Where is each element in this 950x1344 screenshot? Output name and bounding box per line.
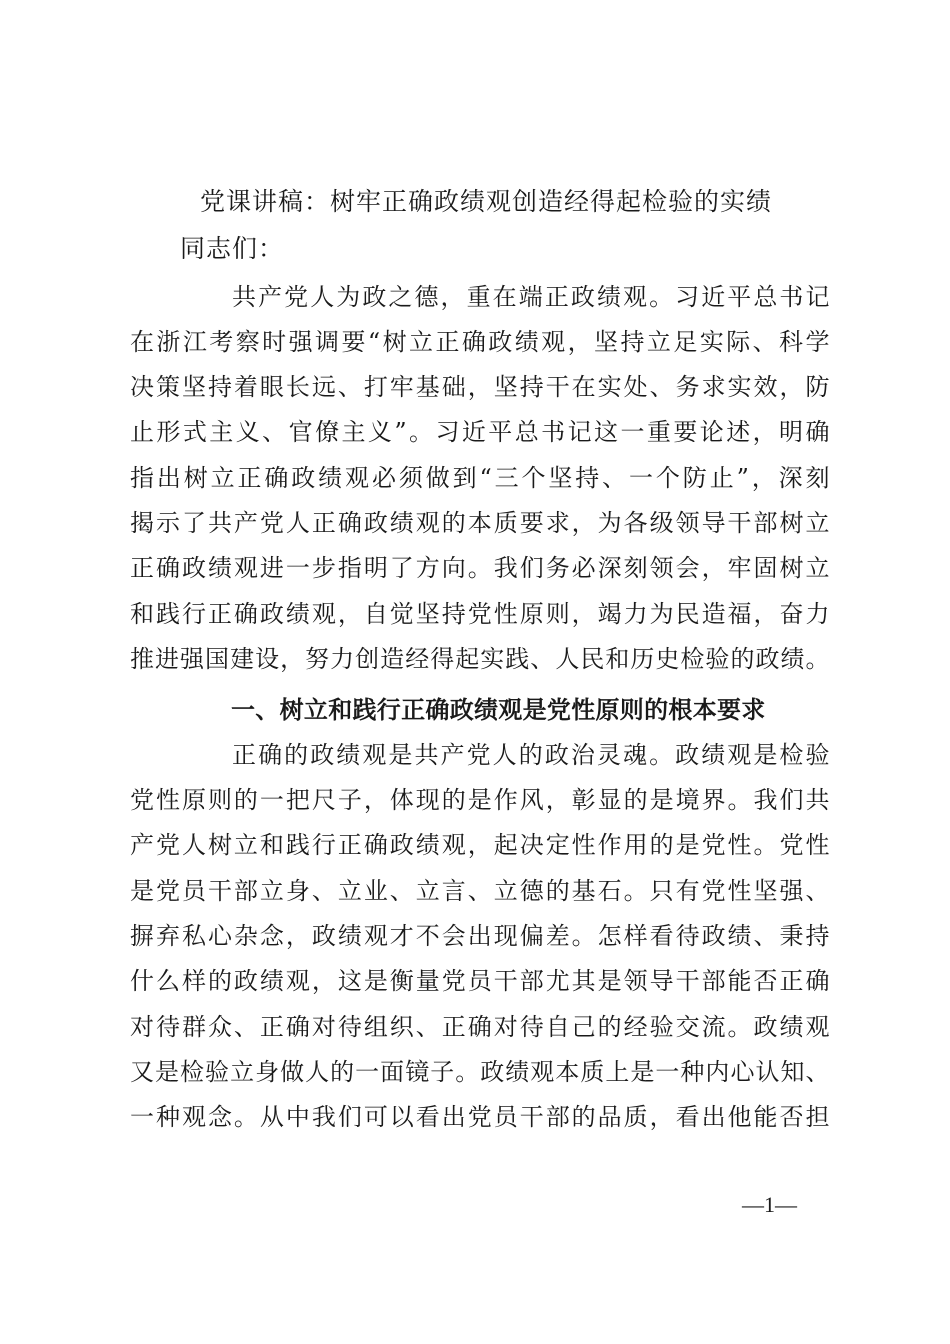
salutation: 同志们： [180,234,285,263]
paragraph-line: 摒弃私心杂念，政绩观才不会出现偏差。怎样看待政绩、秉持 [130,922,830,950]
section-heading-1: 一、树立和践行正确政绩观是党性原则的根本要求 [231,696,766,724]
paragraph-line: 推进强国建设，努力创造经得起实践、人民和历史检验的政绩。 [130,645,830,673]
paragraph-line: 正确的政绩观是共产党人的政治灵魂。政绩观是检验 [232,741,830,769]
paragraph-line: 共产党人为政之德，重在端正政绩观。习近平总书记 [232,283,830,311]
page-number: —1— [742,1192,797,1217]
paragraph-line: 指出树立正确政绩观必须做到“三个坚持、一个防止”，深刻 [130,464,830,492]
paragraph-line: 揭示了共产党人正确政绩观的本质要求，为各级领导干部树立 [130,509,830,537]
document-title: 党课讲稿：树牢正确政绩观创造经得起检验的实绩 [200,187,773,216]
paragraph-line: 止形式主义、官僚主义”。习近平总书记这一重要论述，明确 [130,418,830,446]
paragraph-line: 决策坚持着眼长远、打牢基础，坚持干在实处、务求实效，防 [130,373,830,401]
paragraph-line: 产党人树立和践行正确政绩观，起决定性作用的是党性。党性 [130,831,830,859]
paragraph-line: 对待群众、正确对待组织、正确对待自己的经验交流。政绩观 [130,1013,830,1041]
paragraph-line: 一种观念。从中我们可以看出党员干部的品质，看出他能否担 [130,1103,830,1131]
paragraph-line: 和践行正确政绩观，自觉坚持党性原则，竭力为民造福，奋力 [130,600,830,628]
paragraph-line: 正确政绩观进一步指明了方向。我们务必深刻领会，牢固树立 [130,554,830,582]
paragraph-line: 党性原则的一把尺子，体现的是作风，彰显的是境界。我们共 [130,786,830,814]
paragraph-line: 是党员干部立身、立业、立言、立德的基石。只有党性坚强、 [130,877,830,905]
paragraph-line: 又是检验立身做人的一面镜子。政绩观本质上是一种内心认知、 [130,1058,830,1086]
paragraph-line: 在浙江考察时强调要“树立正确政绩观，坚持立足实际、科学 [130,328,830,356]
paragraph-line: 什么样的政绩观，这是衡量党员干部尤其是领导干部能否正确 [130,967,830,995]
